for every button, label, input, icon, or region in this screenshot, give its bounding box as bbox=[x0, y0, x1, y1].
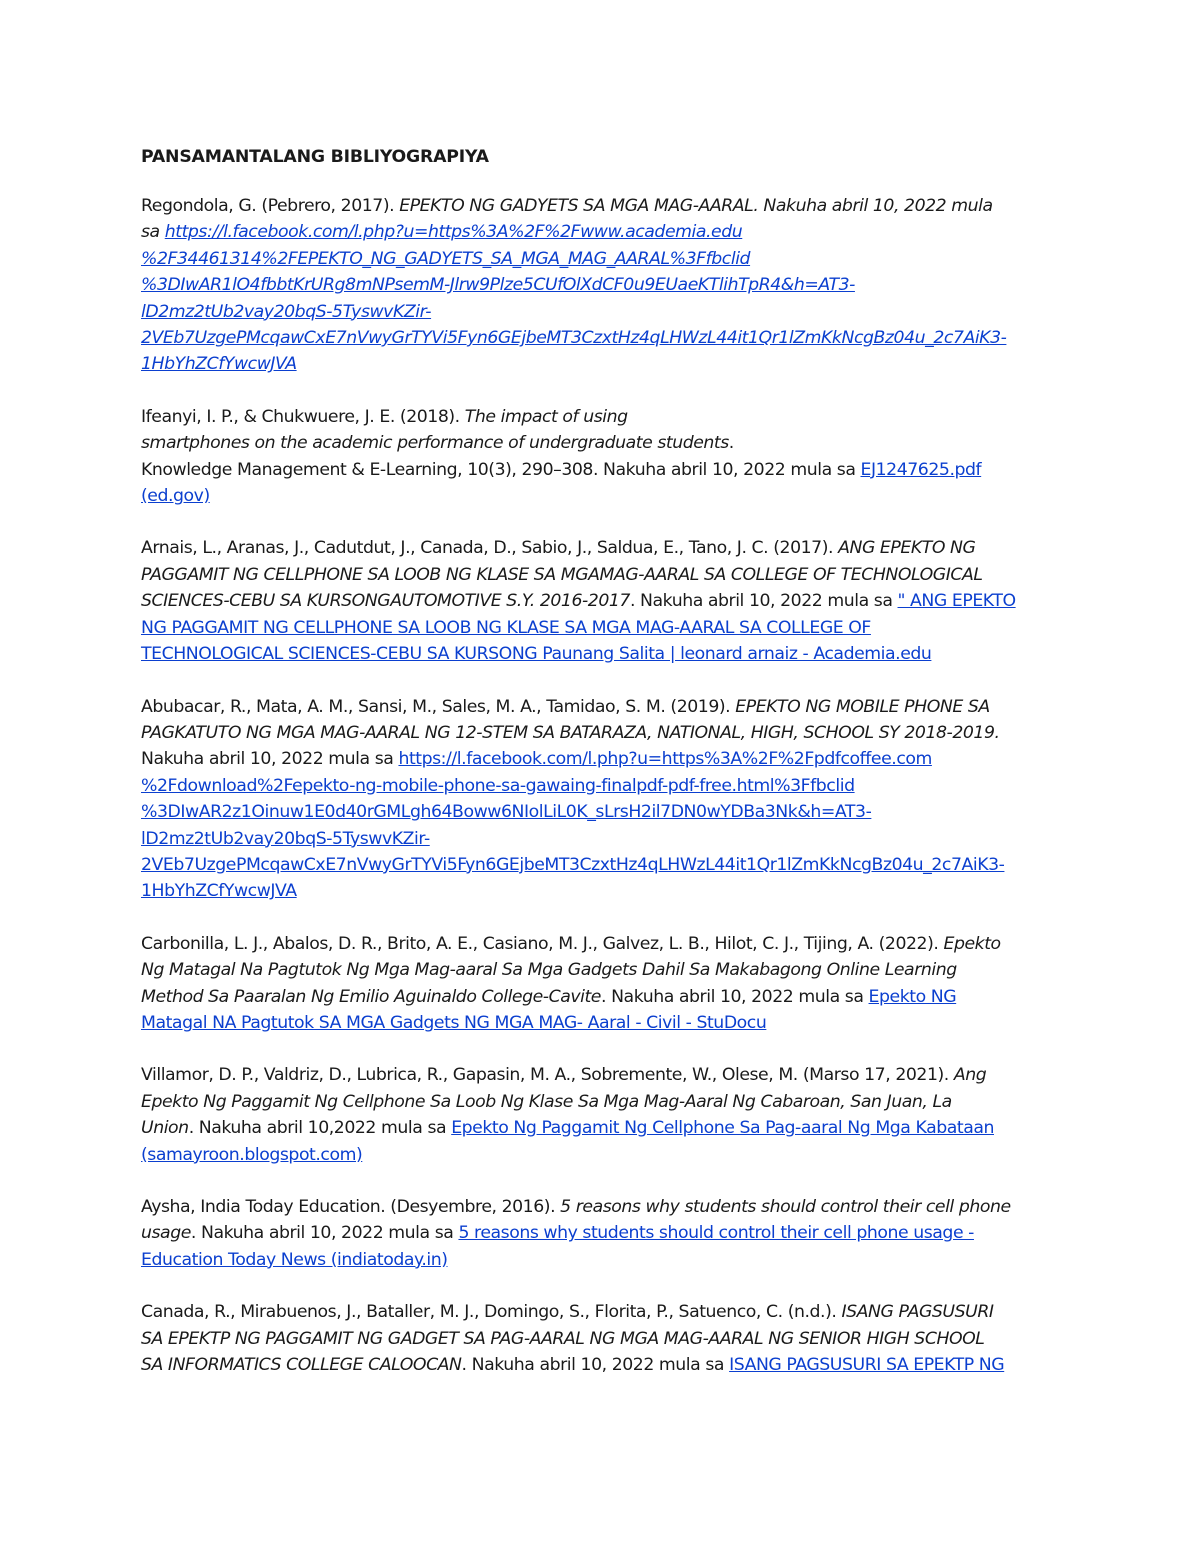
work-title-text: sa bbox=[141, 222, 165, 243]
reference-link[interactable]: Education Today News (indiatoday.in) bbox=[141, 1249, 448, 1270]
entry-line bbox=[141, 219, 1061, 245]
entry-line bbox=[141, 562, 1061, 588]
entry-line bbox=[141, 193, 1061, 219]
work-title-text: Epekto Ng Paggamit Ng Cellphone Sa Loob Ng Klase Sa Mga Mag-Aaral Ng Cabaroan, San Juan, La bbox=[141, 1091, 952, 1112]
entry-line bbox=[141, 852, 1061, 878]
citation-text: Nakuha abril 10, 2022 mula sa bbox=[141, 749, 399, 770]
work-title-text: PAGGAMIT NG CELLPHONE SA LOOB NG KLASE SA MGAMAG-AARAL SA COLLEGE OF TECHNOLOGICAL bbox=[141, 564, 983, 585]
citation-text: . Nakuha abril 10, 2022 mula sa bbox=[190, 1223, 459, 1244]
citation-text: Villamor, D. P., Valdriz, D., Lubrica, R., Gapasin, M. A., Sobremente, W., Olese, M. (Marso 17, 2021). bbox=[141, 1065, 954, 1086]
reference-link[interactable]: lD2mz2tUb2vay20bqS-5TyswvKZir- bbox=[141, 828, 430, 849]
reference-link[interactable]: EJ1247625.pdf bbox=[860, 459, 982, 480]
work-title-text: SCIENCES-CEBU SA KURSONGAUTOMOTIVE S.Y. 2016-2017 bbox=[141, 591, 630, 612]
bibliography-entry bbox=[141, 1194, 1061, 1273]
entry-line bbox=[141, 404, 1061, 430]
entry-line bbox=[141, 457, 1061, 483]
reference-link[interactable]: 2VEb7UzgePMcqawCxE7nVwyGrTYVi5Fyn6GEjbeMT3CzxtHz4qLHWzL44it1Qr1lZmKkNcgBz04u_2c7AiK3- bbox=[141, 854, 1005, 875]
citation-text: Arnais, L., Aranas, J., Cadutdut, J., Canada, D., Sabio, J., Saldua, E., Tano, J. C. (2017). bbox=[141, 538, 839, 559]
citation-text: Ifeanyi, I. P., & Chukwuere, J. E. (2018). bbox=[141, 406, 465, 427]
entry-line bbox=[141, 535, 1061, 561]
citation-text: Abubacar, R., Mata, A. M., Sansi, M., Sales, M. A., Tamidao, S. M. (2019). bbox=[141, 696, 736, 717]
work-title-text: usage bbox=[141, 1223, 191, 1244]
entry-line bbox=[141, 483, 1061, 509]
reference-link[interactable]: (samayroon.blogspot.com) bbox=[141, 1144, 363, 1165]
entry-line bbox=[141, 1352, 1061, 1378]
entry-line bbox=[141, 1220, 1061, 1246]
entry-line bbox=[141, 351, 1061, 377]
entry-line bbox=[141, 588, 1061, 614]
entry-line bbox=[141, 746, 1061, 772]
citation-text: . Nakuha abril 10, 2022 mula sa bbox=[600, 986, 869, 1007]
entry-line bbox=[141, 694, 1061, 720]
bibliography-entry bbox=[141, 1299, 1061, 1378]
entry-line bbox=[141, 799, 1061, 825]
entry-line bbox=[141, 878, 1061, 904]
reference-link[interactable]: %2F34461314%2FEPEKTO_NG_GADYETS_SA_MGA_MAG_AARAL%3Ffbclid bbox=[141, 248, 751, 269]
entry-line bbox=[141, 931, 1061, 957]
reference-link[interactable]: TECHNOLOGICAL SCIENCES-CEBU SA KURSONG Paunang Salita | leonard arnaiz - Academia.edu bbox=[141, 644, 932, 665]
reference-link[interactable]: %3DIwAR1lO4fbbtKrURg8mNPsemM-Jlrw9Plze5CUfOlXdCF0u9EUaeKTlihTpR4&h=AT3- bbox=[141, 275, 855, 296]
work-title-text: Union bbox=[141, 1118, 189, 1139]
entry-line bbox=[141, 1010, 1061, 1036]
reference-link[interactable]: %2Fdownload%2Fepekto-ng-mobile-phone-sa-gawaing-finalpdf-pdf-free.html%3Ffbclid bbox=[141, 775, 855, 796]
entry-line bbox=[141, 773, 1061, 799]
reference-link[interactable]: Epekto Ng Paggamit Ng Cellphone Sa Pag-aaral Ng Mga Kabataan bbox=[451, 1118, 994, 1139]
entry-line bbox=[141, 1142, 1061, 1168]
reference-link[interactable]: 2VEb7UzgePMcqawCxE7nVwyGrTYVi5Fyn6GEjbeMT3CzxtHz4qLHWzL44it1Qr1lZmKkNcgBz04u_2c7AiK3- bbox=[141, 328, 1007, 349]
bibliography-list bbox=[141, 193, 1061, 1378]
reference-link[interactable]: 5 reasons why students should control their cell phone usage - bbox=[458, 1223, 974, 1244]
work-title-text: Ng Matagal Na Pagtutok Ng Mga Mag-aaral Sa Mga Gadgets Dahil Sa Makabagong Online Learning bbox=[141, 960, 957, 981]
bibliography-entry bbox=[141, 1062, 1061, 1168]
work-title-text: EPEKTO NG GADYETS SA MGA MAG-AARAL. Nakuha abril 10, 2022 mula bbox=[399, 196, 993, 216]
bibliography-entry bbox=[141, 535, 1061, 667]
citation-text: Carbonilla, L. J., Abalos, D. R., Brito, A. E., Casiano, M. J., Galvez, L. B., Hilot, C. J., Tijing, A. (2022). bbox=[141, 933, 944, 954]
entry-line bbox=[141, 246, 1061, 272]
entry-line bbox=[141, 957, 1061, 983]
entry-line bbox=[141, 641, 1061, 667]
bibliography-entry bbox=[141, 404, 1061, 510]
work-title-text: SA EPEKTP NG PAGGAMIT NG GADGET SA PAG-AARAL NG MGA MAG-AARAL NG SENIOR HIGH SCHOOL bbox=[141, 1328, 985, 1349]
citation-text: . Nakuha abril 10, 2022 mula sa bbox=[629, 591, 898, 612]
reference-link[interactable]: Epekto NG bbox=[868, 986, 957, 1007]
citation-text: . Nakuha abril 10, 2022 mula sa bbox=[461, 1355, 730, 1376]
entry-line bbox=[141, 325, 1061, 351]
entry-line bbox=[141, 1247, 1061, 1273]
entry-line bbox=[141, 984, 1061, 1010]
bibliography-entry bbox=[141, 931, 1061, 1037]
work-title-text: Ang bbox=[953, 1065, 987, 1086]
reference-link[interactable]: https://l.facebook.com/l.php?u=https%3A%2F%2Fwww.academia.edu bbox=[164, 222, 743, 243]
work-title-text: PAGKATUTO NG MGA MAG-AARAL NG 12-STEM SA BATARAZA, NATIONAL, HIGH, SCHOOL SY 2018-2019. bbox=[141, 722, 1000, 743]
entry-line bbox=[141, 720, 1061, 746]
work-title-text: EPEKTO NG MOBILE PHONE SA bbox=[735, 696, 990, 717]
entry-line bbox=[141, 430, 1061, 456]
reference-link[interactable]: %3DIwAR2z1Oinuw1E0d40rGMLgh64Boww6NIolLiL0K_sLrsH2il7DN0wYDBa3Nk&h=AT3- bbox=[141, 802, 872, 823]
reference-link[interactable]: https://l.facebook.com/l.php?u=https%3A%2F%2Fpdfcoffee.com bbox=[398, 749, 932, 770]
bibliography-entry bbox=[141, 193, 1061, 378]
page-title: PANSAMANTALANG BIBLIYOGRAPIYA bbox=[141, 147, 489, 167]
reference-link[interactable]: NG PAGGAMIT NG CELLPHONE SA LOOB NG KLASE SA MGA MAG-AARAL SA COLLEGE OF bbox=[141, 617, 871, 638]
reference-link[interactable]: (ed.gov) bbox=[141, 486, 210, 507]
citation-text: . bbox=[728, 433, 734, 454]
entry-line bbox=[141, 826, 1061, 852]
citation-text: Regondola, G. (Pebrero, 2017). bbox=[141, 196, 400, 216]
reference-link[interactable]: lD2mz2tUb2vay20bqS-5TyswvKZir- bbox=[141, 301, 432, 322]
entry-line bbox=[141, 1194, 1061, 1220]
work-title-text: ANG EPEKTO NG bbox=[838, 538, 976, 559]
work-title-text: SA INFORMATICS COLLEGE CALOOCAN bbox=[141, 1355, 462, 1376]
entry-line bbox=[141, 272, 1061, 298]
citation-text: Knowledge Management & E-Learning, 10(3), 290–308. Nakuha abril 10, 2022 mula sa bbox=[141, 459, 861, 480]
work-title-text: Epekto bbox=[943, 933, 1001, 954]
entry-line bbox=[141, 1062, 1061, 1088]
work-title-text: 5 reasons why students should control their cell phone bbox=[560, 1197, 1011, 1217]
work-title-text: smartphones on the academic performance of undergraduate students bbox=[141, 433, 729, 454]
citation-text: Canada, R., Mirabuenos, J., Bataller, M. J., Domingo, S., Florita, P., Satuenco, C. (n.d.). bbox=[141, 1302, 842, 1323]
entry-line bbox=[141, 1326, 1061, 1352]
reference-link[interactable]: 1HbYhZCfYwcwJVA bbox=[141, 354, 297, 375]
reference-link[interactable]: 1HbYhZCfYwcwJVA bbox=[141, 881, 297, 902]
document-page bbox=[141, 140, 1061, 1404]
entry-line bbox=[141, 1299, 1061, 1325]
citation-text: . Nakuha abril 10,2022 mula sa bbox=[188, 1118, 452, 1139]
work-title-text: ISANG PAGSUSURI bbox=[841, 1302, 994, 1323]
reference-link[interactable]: ISANG PAGSUSURI SA EPEKTP NG bbox=[729, 1355, 1005, 1376]
bibliography-entry bbox=[141, 694, 1061, 905]
citation-text: Aysha, India Today Education. (Desyembre, 2016). bbox=[141, 1197, 561, 1217]
entry-line bbox=[141, 1089, 1061, 1115]
entry-line bbox=[141, 299, 1061, 325]
entry-line bbox=[141, 1115, 1061, 1141]
work-title-text: The impact of using bbox=[464, 406, 628, 427]
work-title-text: Method Sa Paaralan Ng Emilio Aguinaldo College-Cavite bbox=[141, 986, 601, 1007]
reference-link[interactable]: " ANG EPEKTO bbox=[897, 591, 1016, 612]
reference-link[interactable]: Matagal NA Pagtutok SA MGA Gadgets NG MGA MAG- Aaral - Civil - StuDocu bbox=[141, 1012, 767, 1033]
entry-line bbox=[141, 615, 1061, 641]
